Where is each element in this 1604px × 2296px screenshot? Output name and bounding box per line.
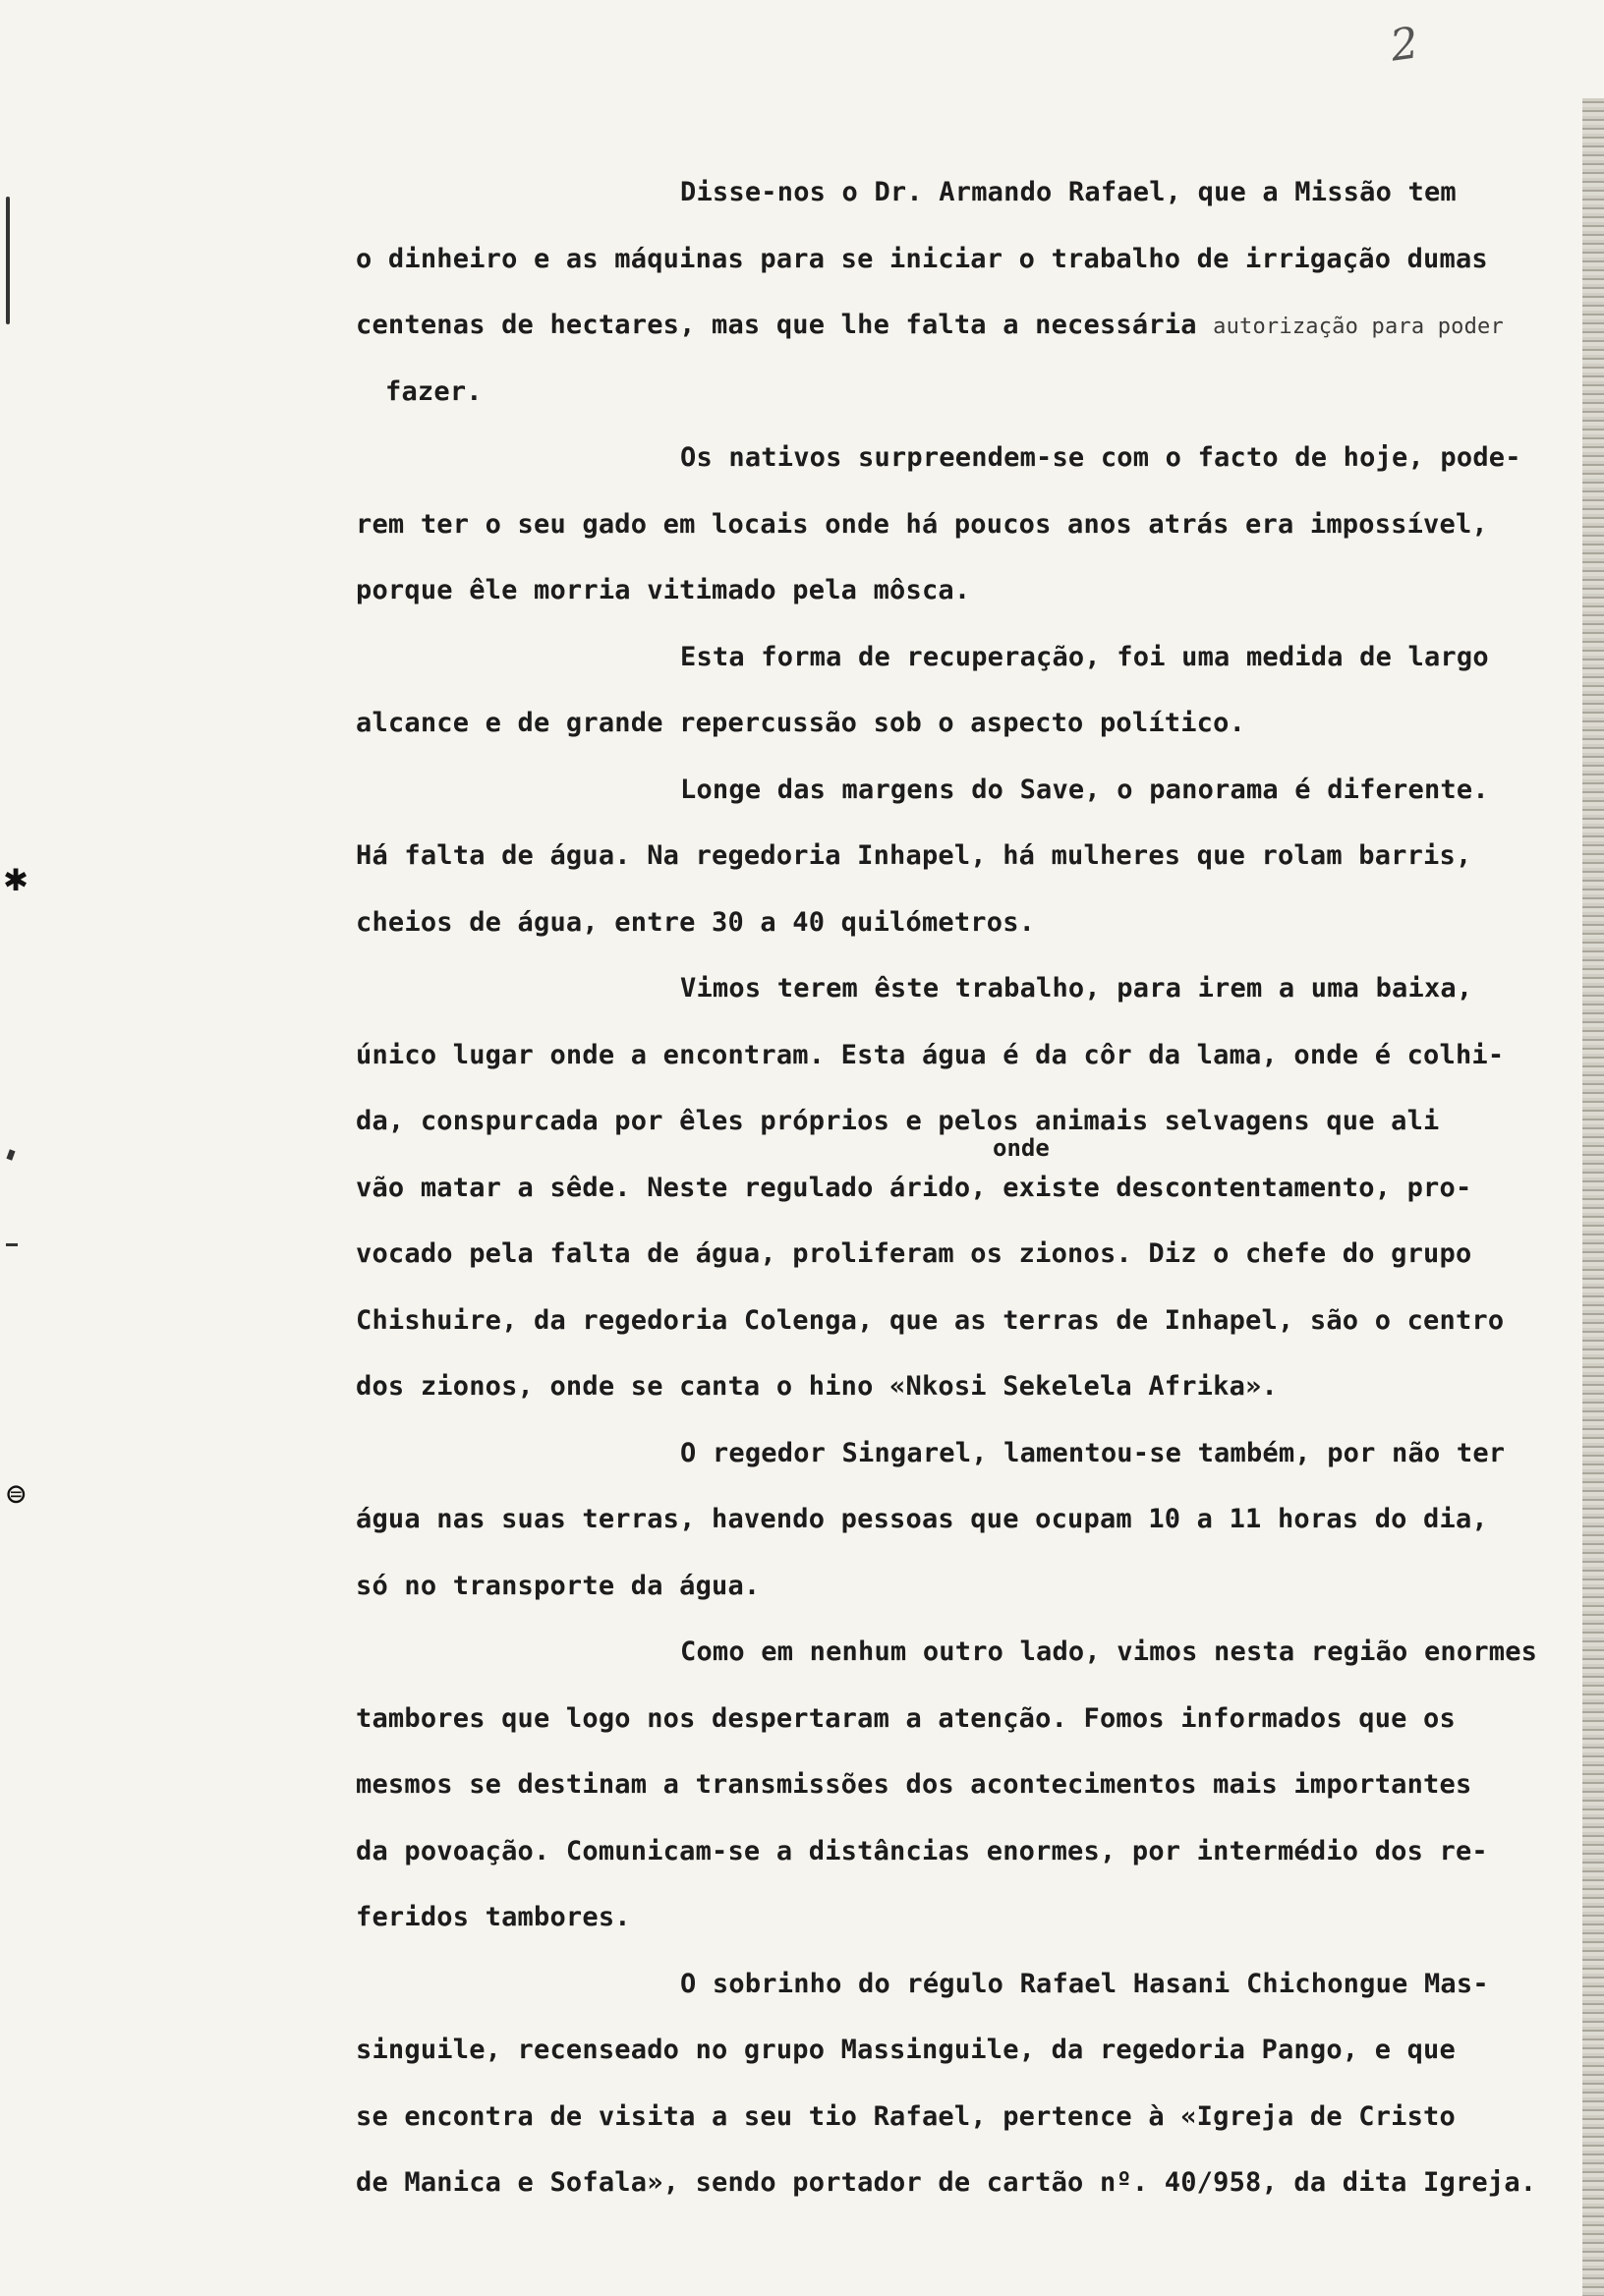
text-line: Vimos terem êste trabalho, para irem a uma baixa,: [680, 973, 1473, 1004]
text-line: fazer.: [385, 375, 483, 407]
text-line: único lugar onde a encontram. Esta água é da côr da lama, onde é colhi-: [356, 1039, 1505, 1070]
text-line: Disse-nos o Dr. Armando Rafael, que a Missão tem: [680, 177, 1457, 207]
text-line: Há falta de água. Na regedoria Inhapel, há mulheres que rolam barris,: [356, 840, 1472, 871]
text-line: porque êle morria vitimado pela môsca.: [356, 575, 971, 605]
page-edge-shadow: [1582, 98, 1604, 2296]
text-line: tambores que logo nos despertaram a atenção. Fomos informados que os: [356, 1702, 1456, 1734]
text-line: [356, 292, 1555, 359]
margin-mark: [6, 1243, 18, 1246]
text-line: dos zionos, onde se canta o hino «Nkosi Sekelela Afrika».: [356, 1371, 1278, 1402]
interline-insertion: onde: [993, 1134, 1050, 1162]
hole-punch-mark-icon: ✱: [4, 855, 29, 900]
text-line-part: centenas de hectares, mas que lhe falta a necessária: [356, 310, 1197, 340]
text-line: rem ter o seu gado em locais onde há poucos anos atrás era impossível,: [356, 508, 1488, 540]
text-line: Como em nenhum outro lado, vimos nesta região enormes: [680, 1636, 1538, 1667]
text-line: alcance e de grande repercussão sob o aspecto político.: [356, 708, 1246, 738]
margin-mark: [6, 197, 10, 324]
inserted-note: autorização para poder: [1213, 315, 1504, 339]
text-line: O sobrinho do régulo Rafael Hasani Chichongue Mas-: [680, 1968, 1489, 1999]
text-line: Os nativos surpreendem-se com o facto de hoje, pode-: [680, 442, 1521, 473]
text-line: Esta forma de recuperação, foi uma medida de largo: [680, 641, 1489, 672]
text-line: vocado pela falta de água, proliferam os zionos. Diz o chefe do grupo: [356, 1238, 1472, 1269]
text-line: Longe das margens do Save, o panorama é diferente.: [680, 774, 1489, 805]
text-line: se encontra de visita a seu tio Rafael, pertence à «Igreja de Cristo: [356, 2100, 1456, 2132]
hole-punch-mark-icon: ⊜: [6, 1474, 27, 1514]
text-line: de Manica e Sofala», sendo portador de cartão nº. 40/958, da dita Igreja.: [356, 2167, 1537, 2198]
text-line: mesmos se destinam a transmissões dos acontecimentos mais importantes: [356, 1769, 1472, 1800]
page-number: 2: [1387, 18, 1422, 72]
text-line: singuile, recenseado no grupo Massinguile, da regedoria Pango, e que: [356, 2035, 1456, 2065]
typewritten-text: [356, 159, 1555, 2216]
text-line: só no transporte da água.: [356, 1570, 761, 1601]
text-line: água nas suas terras, havendo pessoas que ocupam 10 a 11 horas do dia,: [356, 1504, 1488, 1534]
text-line: vão matar a sêde. Neste regulado árido, existe descontentamento, pro-: [356, 1172, 1472, 1203]
text-line: feridos tambores.: [356, 1902, 631, 1932]
text-line: cheios de água, entre 30 a 40 quilómetros.: [356, 906, 1036, 938]
text-line: da povoação. Comunicam-se a distâncias enormes, por intermédio dos re-: [356, 1835, 1488, 1866]
text-line: o dinheiro e as máquinas para se iniciar o trabalho de irrigação dumas: [356, 243, 1488, 274]
margin-mark: [6, 1149, 15, 1160]
text-line: da, conspurcada por êles próprios e pelos animais selvagens que ali: [356, 1106, 1440, 1136]
text-line: O regedor Singarel, lamentou-se também, por não ter: [680, 1437, 1506, 1468]
text-line: Chishuire, da regedoria Colenga, que as terras de Inhapel, são o centro: [356, 1304, 1505, 1336]
